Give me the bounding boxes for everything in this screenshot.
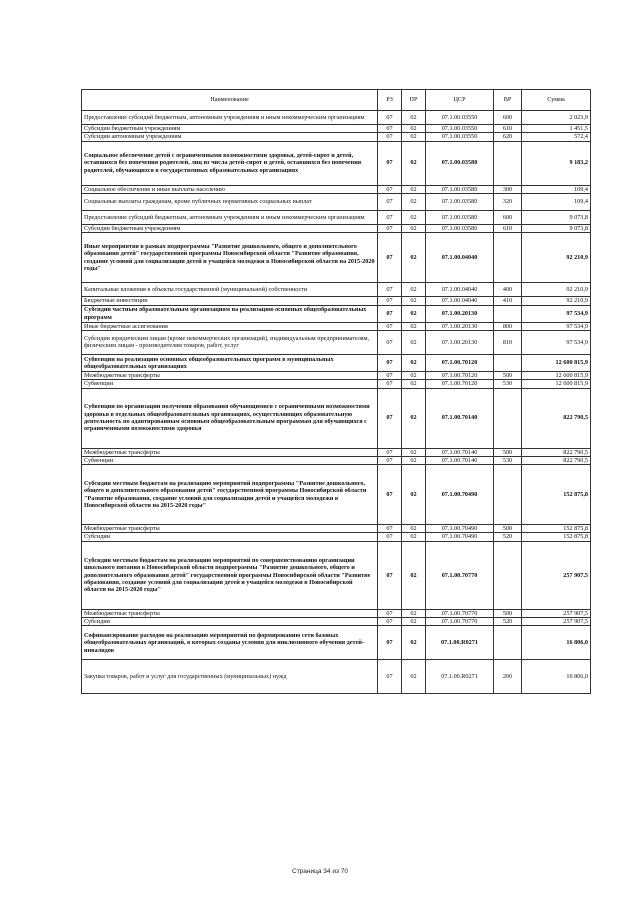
row-vr [494, 626, 522, 660]
row-csr: 07.1.00.20130 [426, 305, 494, 322]
row-vr: 620 [494, 133, 522, 141]
row-pr: 02 [402, 210, 426, 224]
row-name: Иные бюджетные ассигнования [82, 322, 378, 330]
row-rz: 07 [378, 541, 402, 609]
row-name: Межбюджетные трансферты [82, 448, 378, 456]
row-rz: 07 [378, 371, 402, 379]
row-pr: 02 [402, 456, 426, 464]
budget-table [81, 89, 591, 694]
row-name: Субвенции на реализацию основных общеобразовательных программ в муниципальных общеобразовательных организациях [82, 354, 378, 371]
row-rz: 07 [378, 233, 402, 283]
table-row [82, 380, 591, 388]
row-sum: 822 790,5 [522, 448, 591, 456]
row-sum: 9 073,8 [522, 224, 591, 232]
row-csr: 07.1.00.70490 [426, 465, 494, 525]
header-csr: ЦСР [426, 90, 494, 111]
row-sum: 92 210,9 [522, 233, 591, 283]
row-name: Бюджетные инвестиции [82, 297, 378, 305]
row-sum: 152 875,8 [522, 533, 591, 541]
table-row [82, 448, 591, 456]
row-csr: 07.1.00.03580 [426, 141, 494, 185]
row-csr: 07.1.00.70490 [426, 525, 494, 533]
row-name: Межбюджетные трансферты [82, 525, 378, 533]
row-sum: 97 534,9 [522, 305, 591, 322]
row-sum: 152 875,8 [522, 465, 591, 525]
table-row [82, 525, 591, 533]
table-row [82, 224, 591, 232]
row-vr: 530 [494, 456, 522, 464]
row-name: Субвенции по организации получения образования обучающимися с ограниченными возможностями здоровья в отдельных общеобразовательных организациях, осуществляющих образовательную деятельность по адаптированным основным общеобразовательным программам для обучающихся с ограниченными возможностями здоровья [82, 388, 378, 448]
row-sum: 152 875,8 [522, 525, 591, 533]
row-name: Субсидии местным бюджетам на реализацию мероприятий подпрограммы "Развитие дошкольного, общего и дополнительного образования детей" государственной программы Новосибирской области "Развитие образования, создание условий для социализации детей и учащейся молодежи в Новосибирской области на 2015-2020 годы" [82, 465, 378, 525]
row-vr [494, 388, 522, 448]
row-csr: 07.1.00.70140 [426, 388, 494, 448]
row-vr: 810 [494, 330, 522, 354]
table-row [82, 125, 591, 133]
row-name: Субсидии бюджетным учреждениям [82, 125, 378, 133]
table-row [82, 141, 591, 185]
row-pr: 02 [402, 185, 426, 193]
row-pr: 02 [402, 322, 426, 330]
row-csr: 07.1.00.20130 [426, 330, 494, 354]
row-csr: 07.1.00.R0271 [426, 626, 494, 660]
row-rz: 07 [378, 609, 402, 617]
row-pr: 02 [402, 354, 426, 371]
row-pr: 02 [402, 141, 426, 185]
row-vr: 300 [494, 185, 522, 193]
row-csr: 07.1.00.03550 [426, 133, 494, 141]
row-rz: 07 [378, 305, 402, 322]
table-row [82, 541, 591, 609]
row-vr: 500 [494, 525, 522, 533]
row-pr: 02 [402, 448, 426, 456]
row-vr: 520 [494, 618, 522, 626]
row-sum: 92 210,9 [522, 297, 591, 305]
row-vr [494, 141, 522, 185]
row-csr: 07.1.00.70140 [426, 456, 494, 464]
row-sum: 16 806,0 [522, 626, 591, 660]
row-rz: 07 [378, 533, 402, 541]
table-row [82, 618, 591, 626]
row-vr: 530 [494, 380, 522, 388]
row-csr: 07.1.00.03580 [426, 185, 494, 193]
row-pr: 02 [402, 111, 426, 125]
row-rz: 07 [378, 133, 402, 141]
row-sum: 97 534,9 [522, 322, 591, 330]
header-vr: ВР [494, 90, 522, 111]
row-rz: 07 [378, 660, 402, 694]
row-rz: 07 [378, 283, 402, 297]
row-rz: 07 [378, 456, 402, 464]
row-csr: 07.1.00.04040 [426, 233, 494, 283]
row-vr: 610 [494, 125, 522, 133]
row-name: Межбюджетные трансферты [82, 609, 378, 617]
row-sum: 257 907,5 [522, 541, 591, 609]
row-rz: 07 [378, 465, 402, 525]
row-name: Субвенции [82, 456, 378, 464]
row-name: Социальное обеспечение и иные выплаты населению [82, 185, 378, 193]
page-number: Страница 34 из 70 [292, 868, 348, 875]
table-row [82, 609, 591, 617]
row-csr: 07.1.00.R0271 [426, 660, 494, 694]
row-rz: 07 [378, 185, 402, 193]
row-rz: 07 [378, 618, 402, 626]
row-vr: 600 [494, 210, 522, 224]
table-row [82, 533, 591, 541]
row-rz: 07 [378, 224, 402, 232]
row-vr: 600 [494, 111, 522, 125]
table-row [82, 456, 591, 464]
table-row [82, 371, 591, 379]
table-row [82, 330, 591, 354]
table-row [82, 283, 591, 297]
row-vr: 610 [494, 224, 522, 232]
row-pr: 02 [402, 609, 426, 617]
row-pr: 02 [402, 330, 426, 354]
row-vr [494, 305, 522, 322]
row-rz: 07 [378, 193, 402, 210]
table-row [82, 626, 591, 660]
row-vr: 410 [494, 297, 522, 305]
row-pr: 02 [402, 541, 426, 609]
row-rz: 07 [378, 448, 402, 456]
budget-table-header [82, 90, 591, 111]
row-vr: 500 [494, 448, 522, 456]
row-rz: 07 [378, 297, 402, 305]
row-name: Субсидии частным образовательным организациям на реализацию основных общеобразовательных программ [82, 305, 378, 322]
row-pr: 02 [402, 193, 426, 210]
budget-table-body [82, 111, 591, 694]
header-rz: РЗ [378, 90, 402, 111]
row-csr: 07.1.00.70490 [426, 533, 494, 541]
row-name: Субсидии автономным учреждениям [82, 133, 378, 141]
row-sum: 572,4 [522, 133, 591, 141]
row-sum: 1 451,5 [522, 125, 591, 133]
row-csr: 07.1.00.70140 [426, 448, 494, 456]
row-rz: 07 [378, 354, 402, 371]
row-name: Субвенции [82, 380, 378, 388]
row-vr: 400 [494, 283, 522, 297]
row-name: Предоставление субсидий бюджетным, автономным учреждениям и иным некоммерческим организациям [82, 111, 378, 125]
table-row [82, 133, 591, 141]
row-vr [494, 354, 522, 371]
row-pr: 02 [402, 371, 426, 379]
row-vr [494, 465, 522, 525]
row-sum: 822 790,5 [522, 456, 591, 464]
row-pr: 02 [402, 465, 426, 525]
row-name: Капитальные вложения в объекты государственной (муниципальной) собственности [82, 283, 378, 297]
table-row [82, 322, 591, 330]
table-row [82, 111, 591, 125]
row-vr: 520 [494, 533, 522, 541]
row-sum: 109,4 [522, 193, 591, 210]
row-rz: 07 [378, 626, 402, 660]
row-csr: 07.1.00.03580 [426, 210, 494, 224]
row-pr: 02 [402, 305, 426, 322]
row-sum: 822 790,5 [522, 388, 591, 448]
row-pr: 02 [402, 618, 426, 626]
row-rz: 07 [378, 330, 402, 354]
row-vr [494, 233, 522, 283]
row-csr: 07.1.00.70770 [426, 609, 494, 617]
table-row [82, 233, 591, 283]
row-csr: 07.1.00.70120 [426, 371, 494, 379]
row-name: Межбюджетные трансферты [82, 371, 378, 379]
row-rz: 07 [378, 125, 402, 133]
row-vr: 500 [494, 609, 522, 617]
row-sum: 12 600 815,9 [522, 354, 591, 371]
row-sum: 2 023,9 [522, 111, 591, 125]
row-vr: 800 [494, 322, 522, 330]
row-rz: 07 [378, 380, 402, 388]
row-name: Субсидии бюджетным учреждениям [82, 224, 378, 232]
row-name: Предоставление субсидий бюджетным, автономным учреждениям и иным некоммерческим организациям [82, 210, 378, 224]
row-vr: 200 [494, 660, 522, 694]
header-pr: ПР [402, 90, 426, 111]
row-pr: 02 [402, 283, 426, 297]
row-sum: 92 210,9 [522, 283, 591, 297]
row-vr [494, 541, 522, 609]
row-csr: 07.1.00.70770 [426, 541, 494, 609]
table-row [82, 193, 591, 210]
row-sum: 12 600 815,9 [522, 371, 591, 379]
table-row [82, 388, 591, 448]
row-csr: 07.1.00.70120 [426, 380, 494, 388]
row-rz: 07 [378, 111, 402, 125]
row-csr: 07.1.00.03580 [426, 193, 494, 210]
row-pr: 02 [402, 224, 426, 232]
row-sum: 12 600 815,9 [522, 380, 591, 388]
row-sum: 16 806,0 [522, 660, 591, 694]
table-row [82, 660, 591, 694]
row-name: Социальное обеспечение детей с ограниченными возможностями здоровья, детей-сирот и детей, оставшихся без попечения родителей, лиц из числа детей-сирот и детей, оставшихся без попечения родителей, обучающихся в государственных образовательных организациях [82, 141, 378, 185]
row-rz: 07 [378, 322, 402, 330]
row-pr: 02 [402, 660, 426, 694]
table-row [82, 297, 591, 305]
row-name: Иные мероприятия в рамках подпрограммы "Развитие дошкольного, общего и дополнительного образования детей" государственной программы Новосибирской области "Развитие образования, создание условий для социализации детей и учащейся молодежи в Новосибирской области на 2015-2020 годы" [82, 233, 378, 283]
row-csr: 07.1.00.03550 [426, 125, 494, 133]
row-sum: 109,4 [522, 185, 591, 193]
row-sum: 257 907,5 [522, 609, 591, 617]
row-vr: 500 [494, 371, 522, 379]
row-csr: 07.1.00.03580 [426, 224, 494, 232]
row-csr: 07.1.00.03550 [426, 111, 494, 125]
row-sum: 257 907,5 [522, 618, 591, 626]
table-row [82, 210, 591, 224]
table-row [82, 354, 591, 371]
row-csr: 07.1.00.70120 [426, 354, 494, 371]
row-pr: 02 [402, 233, 426, 283]
row-name: Закупка товаров, работ и услуг для государственных (муниципальных) нужд [82, 660, 378, 694]
table-row [82, 305, 591, 322]
row-name: Субсидии юридическим лицам (кроме некоммерческих организаций), индивидуальным предпринимателям, физическим лицам - производителям товаров, работ, услуг [82, 330, 378, 354]
row-pr: 02 [402, 297, 426, 305]
row-rz: 07 [378, 525, 402, 533]
row-name: Субсидии [82, 533, 378, 541]
row-csr: 07.1.00.04040 [426, 283, 494, 297]
row-vr: 320 [494, 193, 522, 210]
row-pr: 02 [402, 525, 426, 533]
row-name: Социальные выплаты гражданам, кроме публичных нормативных социальных выплат [82, 193, 378, 210]
row-sum: 97 534,9 [522, 330, 591, 354]
row-name: Субсидии [82, 618, 378, 626]
row-pr: 02 [402, 626, 426, 660]
row-csr: 07.1.00.20130 [426, 322, 494, 330]
row-csr: 07.1.00.04040 [426, 297, 494, 305]
row-csr: 07.1.00.70770 [426, 618, 494, 626]
row-rz: 07 [378, 388, 402, 448]
row-name: Субсидии местным бюджетам на реализацию мероприятий по совершенствованию организации школьного питания в Новосибирской области подпрограммы "Развитие дошкольного, общего и дополнительного образования детей" государственной программы Новосибирской области "Развитие образования, создание условий для социализации детей и учащейся молодежи в Новосибирской области на 2015-2020 годы" [82, 541, 378, 609]
row-pr: 02 [402, 380, 426, 388]
row-rz: 07 [378, 210, 402, 224]
row-pr: 02 [402, 388, 426, 448]
row-rz: 07 [378, 141, 402, 185]
header-name: Наименование [82, 90, 378, 111]
row-name: Софинансирование расходов на реализацию мероприятий по формированию сети базовых общеобразовательных организаций, в которых созданы условия для инклюзивного обучения детей-инвалидов [82, 626, 378, 660]
table-row [82, 465, 591, 525]
table-row [82, 185, 591, 193]
row-sum: 9 073,8 [522, 210, 591, 224]
row-pr: 02 [402, 533, 426, 541]
row-pr: 02 [402, 133, 426, 141]
row-sum: 9 183,2 [522, 141, 591, 185]
row-pr: 02 [402, 125, 426, 133]
header-sum: Сумма [522, 90, 591, 111]
header-row [82, 90, 591, 111]
